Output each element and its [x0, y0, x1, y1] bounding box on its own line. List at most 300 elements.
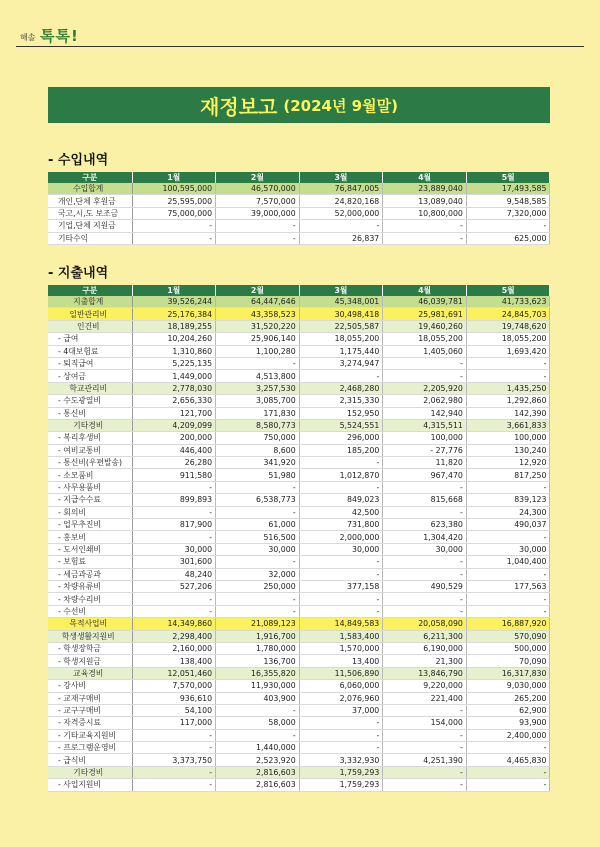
table-cell: -	[216, 704, 300, 716]
table-cell: 1,100,280	[216, 345, 300, 357]
table-cell: 13,089,040	[383, 195, 467, 207]
table-cell: 18,055,200	[299, 333, 383, 345]
table-cell: 1,040,400	[466, 556, 550, 568]
expense-row	[48, 655, 550, 667]
table-cell: 4,315,511	[383, 419, 467, 431]
table-cell: 51,980	[216, 469, 300, 481]
table-cell: 37,000	[299, 704, 383, 716]
table-cell: 446,400	[132, 444, 216, 456]
row-label: - 4대보험료	[48, 345, 132, 357]
table-cell: 39,526,244	[132, 296, 216, 308]
table-cell: 3,085,700	[216, 395, 300, 407]
row-label: 국고,시,도 보조금	[48, 207, 132, 219]
table-cell: -	[132, 593, 216, 605]
row-label: - 상여금	[48, 370, 132, 382]
table-cell: -	[216, 506, 300, 518]
table-cell: 19,748,620	[466, 320, 550, 332]
table-cell: 2,000,000	[299, 531, 383, 543]
table-cell: 623,380	[383, 519, 467, 531]
table-cell: -	[383, 506, 467, 518]
report-period: (2024년 9월말)	[283, 96, 398, 115]
table-cell: -	[299, 568, 383, 580]
table-cell: -	[132, 779, 216, 791]
table-cell: 21,089,123	[216, 618, 300, 630]
row-label: - 회의비	[48, 506, 132, 518]
table-cell: 42,500	[299, 506, 383, 518]
row-label: 기타경비	[48, 419, 132, 431]
table-cell: 46,039,781	[383, 296, 467, 308]
column-header: 5월	[466, 285, 550, 296]
income-header-row	[48, 172, 550, 183]
row-label: 교육경비	[48, 667, 132, 679]
table-cell: -	[132, 605, 216, 617]
table-cell: 19,460,260	[383, 320, 467, 332]
table-cell: 2,062,980	[383, 395, 467, 407]
table-cell: 1,583,400	[299, 630, 383, 642]
table-cell: 1,012,870	[299, 469, 383, 481]
table-cell: 1,304,420	[383, 531, 467, 543]
table-cell: 839,123	[466, 494, 550, 506]
column-header: 1월	[132, 285, 216, 296]
table-cell: 815,668	[383, 494, 467, 506]
table-cell: 936,610	[132, 692, 216, 704]
table-cell: 500,000	[466, 642, 550, 654]
table-cell: 17,493,585	[466, 183, 550, 195]
table-cell: 2,076,960	[299, 692, 383, 704]
table-cell: -	[383, 357, 467, 369]
table-cell: 76,847,005	[299, 183, 383, 195]
row-label: 지출합계	[48, 296, 132, 308]
table-cell: -	[299, 556, 383, 568]
expense-row	[48, 481, 550, 493]
table-cell: 25,981,691	[383, 308, 467, 320]
table-cell: 152,950	[299, 407, 383, 419]
table-cell: 6,060,000	[299, 680, 383, 692]
row-label: - 지급수수료	[48, 494, 132, 506]
table-cell: 2,400,000	[466, 729, 550, 741]
table-cell: 30,000	[216, 543, 300, 555]
table-cell: 64,447,646	[216, 296, 300, 308]
table-cell: 731,800	[299, 519, 383, 531]
table-cell: 171,830	[216, 407, 300, 419]
table-cell: 221,400	[383, 692, 467, 704]
table-cell: 341,920	[216, 457, 300, 469]
column-header: 5월	[466, 172, 550, 183]
expense-row	[48, 729, 550, 741]
expense-row	[48, 556, 550, 568]
table-cell: -	[466, 220, 550, 232]
table-cell: 30,000	[383, 543, 467, 555]
table-cell: 16,355,820	[216, 667, 300, 679]
table-cell: 4,209,099	[132, 419, 216, 431]
row-label: - 수선비	[48, 605, 132, 617]
table-cell: 48,240	[132, 568, 216, 580]
table-cell: -	[466, 766, 550, 778]
income-row	[48, 232, 550, 244]
row-label: - 홍보비	[48, 531, 132, 543]
table-cell: -	[383, 593, 467, 605]
table-cell: 2,656,330	[132, 395, 216, 407]
table-cell: -	[216, 729, 300, 741]
expense-row	[48, 296, 550, 308]
table-cell: -	[216, 481, 300, 493]
brand-logo-text: 톡톡!	[40, 27, 79, 45]
table-cell: 9,220,000	[383, 680, 467, 692]
expense-row	[48, 320, 550, 332]
table-cell: -	[299, 481, 383, 493]
table-cell: -	[299, 742, 383, 754]
row-label: - 프로그램운영비	[48, 742, 132, 754]
table-cell: 817,900	[132, 519, 216, 531]
table-cell: 6,211,300	[383, 630, 467, 642]
row-label: - 도서인쇄비	[48, 543, 132, 555]
table-cell: 5,524,551	[299, 419, 383, 431]
table-cell: 1,759,293	[299, 766, 383, 778]
table-cell: 2,468,280	[299, 382, 383, 394]
table-cell: -	[299, 370, 383, 382]
table-cell: 2,816,603	[216, 766, 300, 778]
row-label: 일반관리비	[48, 308, 132, 320]
row-label: - 통신비	[48, 407, 132, 419]
column-header: 3월	[299, 172, 383, 183]
table-cell: 250,000	[216, 580, 300, 592]
table-cell: 296,000	[299, 432, 383, 444]
expense-header-row	[48, 285, 550, 296]
table-cell: -	[383, 481, 467, 493]
expense-row	[48, 580, 550, 592]
income-row	[48, 207, 550, 219]
table-cell: 46,570,000	[216, 183, 300, 195]
expense-table	[48, 285, 550, 792]
expense-row	[48, 642, 550, 654]
table-cell: 3,274,947	[299, 357, 383, 369]
column-header: 4월	[383, 172, 467, 183]
table-cell: 1,292,860	[466, 395, 550, 407]
expense-row	[48, 667, 550, 679]
expense-row	[48, 742, 550, 754]
expense-row	[48, 395, 550, 407]
row-label: - 급식비	[48, 754, 132, 766]
income-row	[48, 195, 550, 207]
row-label: - 차량수리비	[48, 593, 132, 605]
row-label: - 급여	[48, 333, 132, 345]
table-cell: 39,000,000	[216, 207, 300, 219]
row-label: - 사무용품비	[48, 481, 132, 493]
table-cell: 8,600	[216, 444, 300, 456]
row-label: - 강사비	[48, 680, 132, 692]
table-cell: 18,055,200	[383, 333, 467, 345]
table-cell: -	[132, 506, 216, 518]
table-cell: -	[299, 593, 383, 605]
table-cell: - 27,776	[383, 444, 467, 456]
table-cell: 52,000,000	[299, 207, 383, 219]
table-cell: -	[216, 556, 300, 568]
table-cell: 5,225,135	[132, 357, 216, 369]
table-cell: 12,920	[466, 457, 550, 469]
table-cell: 200,000	[132, 432, 216, 444]
row-label: - 수도광열비	[48, 395, 132, 407]
table-cell: 8,580,773	[216, 419, 300, 431]
table-cell: 26,280	[132, 457, 216, 469]
row-label: 학교관리비	[48, 382, 132, 394]
table-cell: 100,000	[383, 432, 467, 444]
expense-row	[48, 779, 550, 791]
header-divider	[16, 46, 584, 47]
table-cell: 121,700	[132, 407, 216, 419]
table-cell: 490,037	[466, 519, 550, 531]
table-cell: 25,595,000	[132, 195, 216, 207]
table-cell: 4,465,830	[466, 754, 550, 766]
table-cell: 54,100	[132, 704, 216, 716]
row-label: - 업무추진비	[48, 519, 132, 531]
table-cell: -	[466, 605, 550, 617]
income-table	[48, 172, 550, 245]
report-title: 재정보고	[200, 94, 278, 119]
row-label: - 사업지원비	[48, 779, 132, 791]
table-cell: 23,889,040	[383, 183, 467, 195]
table-cell: 1,780,000	[216, 642, 300, 654]
table-cell: 130,240	[466, 444, 550, 456]
table-cell: 1,405,060	[383, 345, 467, 357]
table-cell: 26,837	[299, 232, 383, 244]
report-title-banner	[48, 87, 550, 123]
column-header: 2월	[216, 285, 300, 296]
table-cell: 403,900	[216, 692, 300, 704]
table-cell: 142,940	[383, 407, 467, 419]
expense-row	[48, 494, 550, 506]
table-cell: 100,595,000	[132, 183, 216, 195]
table-cell: -	[132, 729, 216, 741]
table-cell: 14,349,860	[132, 618, 216, 630]
table-cell: 899,893	[132, 494, 216, 506]
table-cell: -	[216, 220, 300, 232]
expense-row	[48, 333, 550, 345]
table-cell: 10,800,000	[383, 207, 467, 219]
table-cell: 4,251,390	[383, 754, 467, 766]
table-cell: 1,175,440	[299, 345, 383, 357]
table-cell: 911,580	[132, 469, 216, 481]
brand-small-text: 해솔	[20, 33, 36, 42]
table-cell: 154,000	[383, 717, 467, 729]
column-header: 1월	[132, 172, 216, 183]
table-cell: 2,205,920	[383, 382, 467, 394]
table-cell: 11,506,890	[299, 667, 383, 679]
income-row	[48, 183, 550, 195]
table-cell: 2,160,000	[132, 642, 216, 654]
table-cell: 1,310,860	[132, 345, 216, 357]
table-cell: 1,570,000	[299, 642, 383, 654]
income-section-title: - 수입내역	[48, 153, 109, 168]
table-cell: 18,189,255	[132, 320, 216, 332]
table-cell: -	[466, 481, 550, 493]
row-label: 학생생활지원비	[48, 630, 132, 642]
table-cell: 185,200	[299, 444, 383, 456]
expense-row	[48, 357, 550, 369]
row-label: - 기타교육지원비	[48, 729, 132, 741]
table-cell: -	[466, 357, 550, 369]
expense-row	[48, 382, 550, 394]
expense-row	[48, 531, 550, 543]
table-cell: 24,845,703	[466, 308, 550, 320]
row-label: 인건비	[48, 320, 132, 332]
table-cell: 1,693,420	[466, 345, 550, 357]
expense-row	[48, 717, 550, 729]
table-cell: 16,317,830	[466, 667, 550, 679]
table-cell: 32,000	[216, 568, 300, 580]
table-cell: 13,400	[299, 655, 383, 667]
table-cell: 3,373,750	[132, 754, 216, 766]
expense-row	[48, 618, 550, 630]
table-cell: 31,520,220	[216, 320, 300, 332]
table-cell: 12,051,460	[132, 667, 216, 679]
table-cell: 11,820	[383, 457, 467, 469]
table-cell: 6,190,000	[383, 642, 467, 654]
row-label: - 통신비(우편발송)	[48, 457, 132, 469]
expense-row	[48, 630, 550, 642]
expense-row	[48, 543, 550, 555]
table-cell: 817,250	[466, 469, 550, 481]
row-label: - 학생지원금	[48, 655, 132, 667]
expense-row	[48, 469, 550, 481]
expense-row	[48, 370, 550, 382]
table-cell: -	[383, 729, 467, 741]
table-cell: -	[132, 742, 216, 754]
table-cell: 3,661,833	[466, 419, 550, 431]
table-cell: 7,320,000	[466, 207, 550, 219]
table-cell: 30,000	[466, 543, 550, 555]
table-cell: -	[466, 742, 550, 754]
table-cell: 967,470	[383, 469, 467, 481]
table-cell: 2,816,603	[216, 779, 300, 791]
table-cell: 25,906,140	[216, 333, 300, 345]
table-cell: 849,023	[299, 494, 383, 506]
column-header: 구분	[48, 172, 132, 183]
row-label: - 학생장학금	[48, 642, 132, 654]
table-cell: 24,820,168	[299, 195, 383, 207]
table-cell: 11,930,000	[216, 680, 300, 692]
table-cell: 22,505,587	[299, 320, 383, 332]
table-cell: -	[216, 593, 300, 605]
table-cell: 25,176,384	[132, 308, 216, 320]
row-label: - 퇴직급여	[48, 357, 132, 369]
table-cell: 9,030,000	[466, 680, 550, 692]
table-cell: 10,204,260	[132, 333, 216, 345]
page-header	[0, 0, 600, 50]
table-cell: 93,900	[466, 717, 550, 729]
row-label: 기타수익	[48, 232, 132, 244]
table-cell: -	[466, 779, 550, 791]
table-cell: 41,733,623	[466, 296, 550, 308]
table-cell: -	[383, 232, 467, 244]
table-cell: -	[466, 593, 550, 605]
table-cell: 20,058,090	[383, 618, 467, 630]
table-cell: 3,332,930	[299, 754, 383, 766]
table-cell: 75,000,000	[132, 207, 216, 219]
expense-section-title: - 지출내역	[48, 266, 109, 281]
column-header: 2월	[216, 172, 300, 183]
table-cell: 138,400	[132, 655, 216, 667]
row-label: - 복리후생비	[48, 432, 132, 444]
expense-row	[48, 444, 550, 456]
table-cell: 2,315,330	[299, 395, 383, 407]
table-cell: 16,887,920	[466, 618, 550, 630]
table-cell: -	[466, 370, 550, 382]
table-cell: 18,055,200	[466, 333, 550, 345]
table-cell: 4,513,800	[216, 370, 300, 382]
table-cell: -	[466, 568, 550, 580]
table-cell: 62,900	[466, 704, 550, 716]
table-cell: 265,200	[466, 692, 550, 704]
table-cell: -	[383, 370, 467, 382]
table-cell: -	[383, 605, 467, 617]
table-cell: -	[299, 457, 383, 469]
table-cell: 625,000	[466, 232, 550, 244]
expense-row	[48, 519, 550, 531]
expense-row	[48, 766, 550, 778]
table-cell: -	[299, 220, 383, 232]
table-cell: -	[383, 556, 467, 568]
expense-row	[48, 680, 550, 692]
expense-row	[48, 345, 550, 357]
table-cell: 1,449,000	[132, 370, 216, 382]
table-cell: 117,000	[132, 717, 216, 729]
expense-row	[48, 457, 550, 469]
expense-row	[48, 419, 550, 431]
row-label: 수입합계	[48, 183, 132, 195]
table-cell: 43,358,523	[216, 308, 300, 320]
row-label: - 보험료	[48, 556, 132, 568]
table-cell: 6,538,773	[216, 494, 300, 506]
table-cell: -	[216, 605, 300, 617]
table-cell: -	[132, 531, 216, 543]
table-cell: 1,440,000	[216, 742, 300, 754]
table-cell: 2,298,400	[132, 630, 216, 642]
table-cell: 7,570,000	[216, 195, 300, 207]
row-label: - 교구구매비	[48, 704, 132, 716]
table-cell: 516,500	[216, 531, 300, 543]
table-cell: 1,916,700	[216, 630, 300, 642]
table-cell: 30,498,418	[299, 308, 383, 320]
expense-row	[48, 704, 550, 716]
row-label: - 교재구매비	[48, 692, 132, 704]
table-cell: 136,700	[216, 655, 300, 667]
expense-row	[48, 308, 550, 320]
table-cell: -	[216, 232, 300, 244]
table-cell: -	[216, 357, 300, 369]
expense-row	[48, 407, 550, 419]
expense-row	[48, 506, 550, 518]
table-cell: 1,435,250	[466, 382, 550, 394]
table-cell: -	[132, 766, 216, 778]
column-header: 3월	[299, 285, 383, 296]
row-label: 개인,단체 후원금	[48, 195, 132, 207]
table-cell: -	[383, 220, 467, 232]
table-cell: 490,529	[383, 580, 467, 592]
table-cell: -	[299, 729, 383, 741]
table-cell: -	[132, 481, 216, 493]
expense-row	[48, 692, 550, 704]
table-cell: 9,548,585	[466, 195, 550, 207]
table-cell: 45,348,001	[299, 296, 383, 308]
table-cell: -	[383, 742, 467, 754]
row-label: - 소모품비	[48, 469, 132, 481]
table-cell: 100,000	[466, 432, 550, 444]
table-cell: -	[132, 220, 216, 232]
table-cell: -	[132, 232, 216, 244]
table-cell: 301,600	[132, 556, 216, 568]
expense-row	[48, 593, 550, 605]
table-cell: 30,000	[132, 543, 216, 555]
